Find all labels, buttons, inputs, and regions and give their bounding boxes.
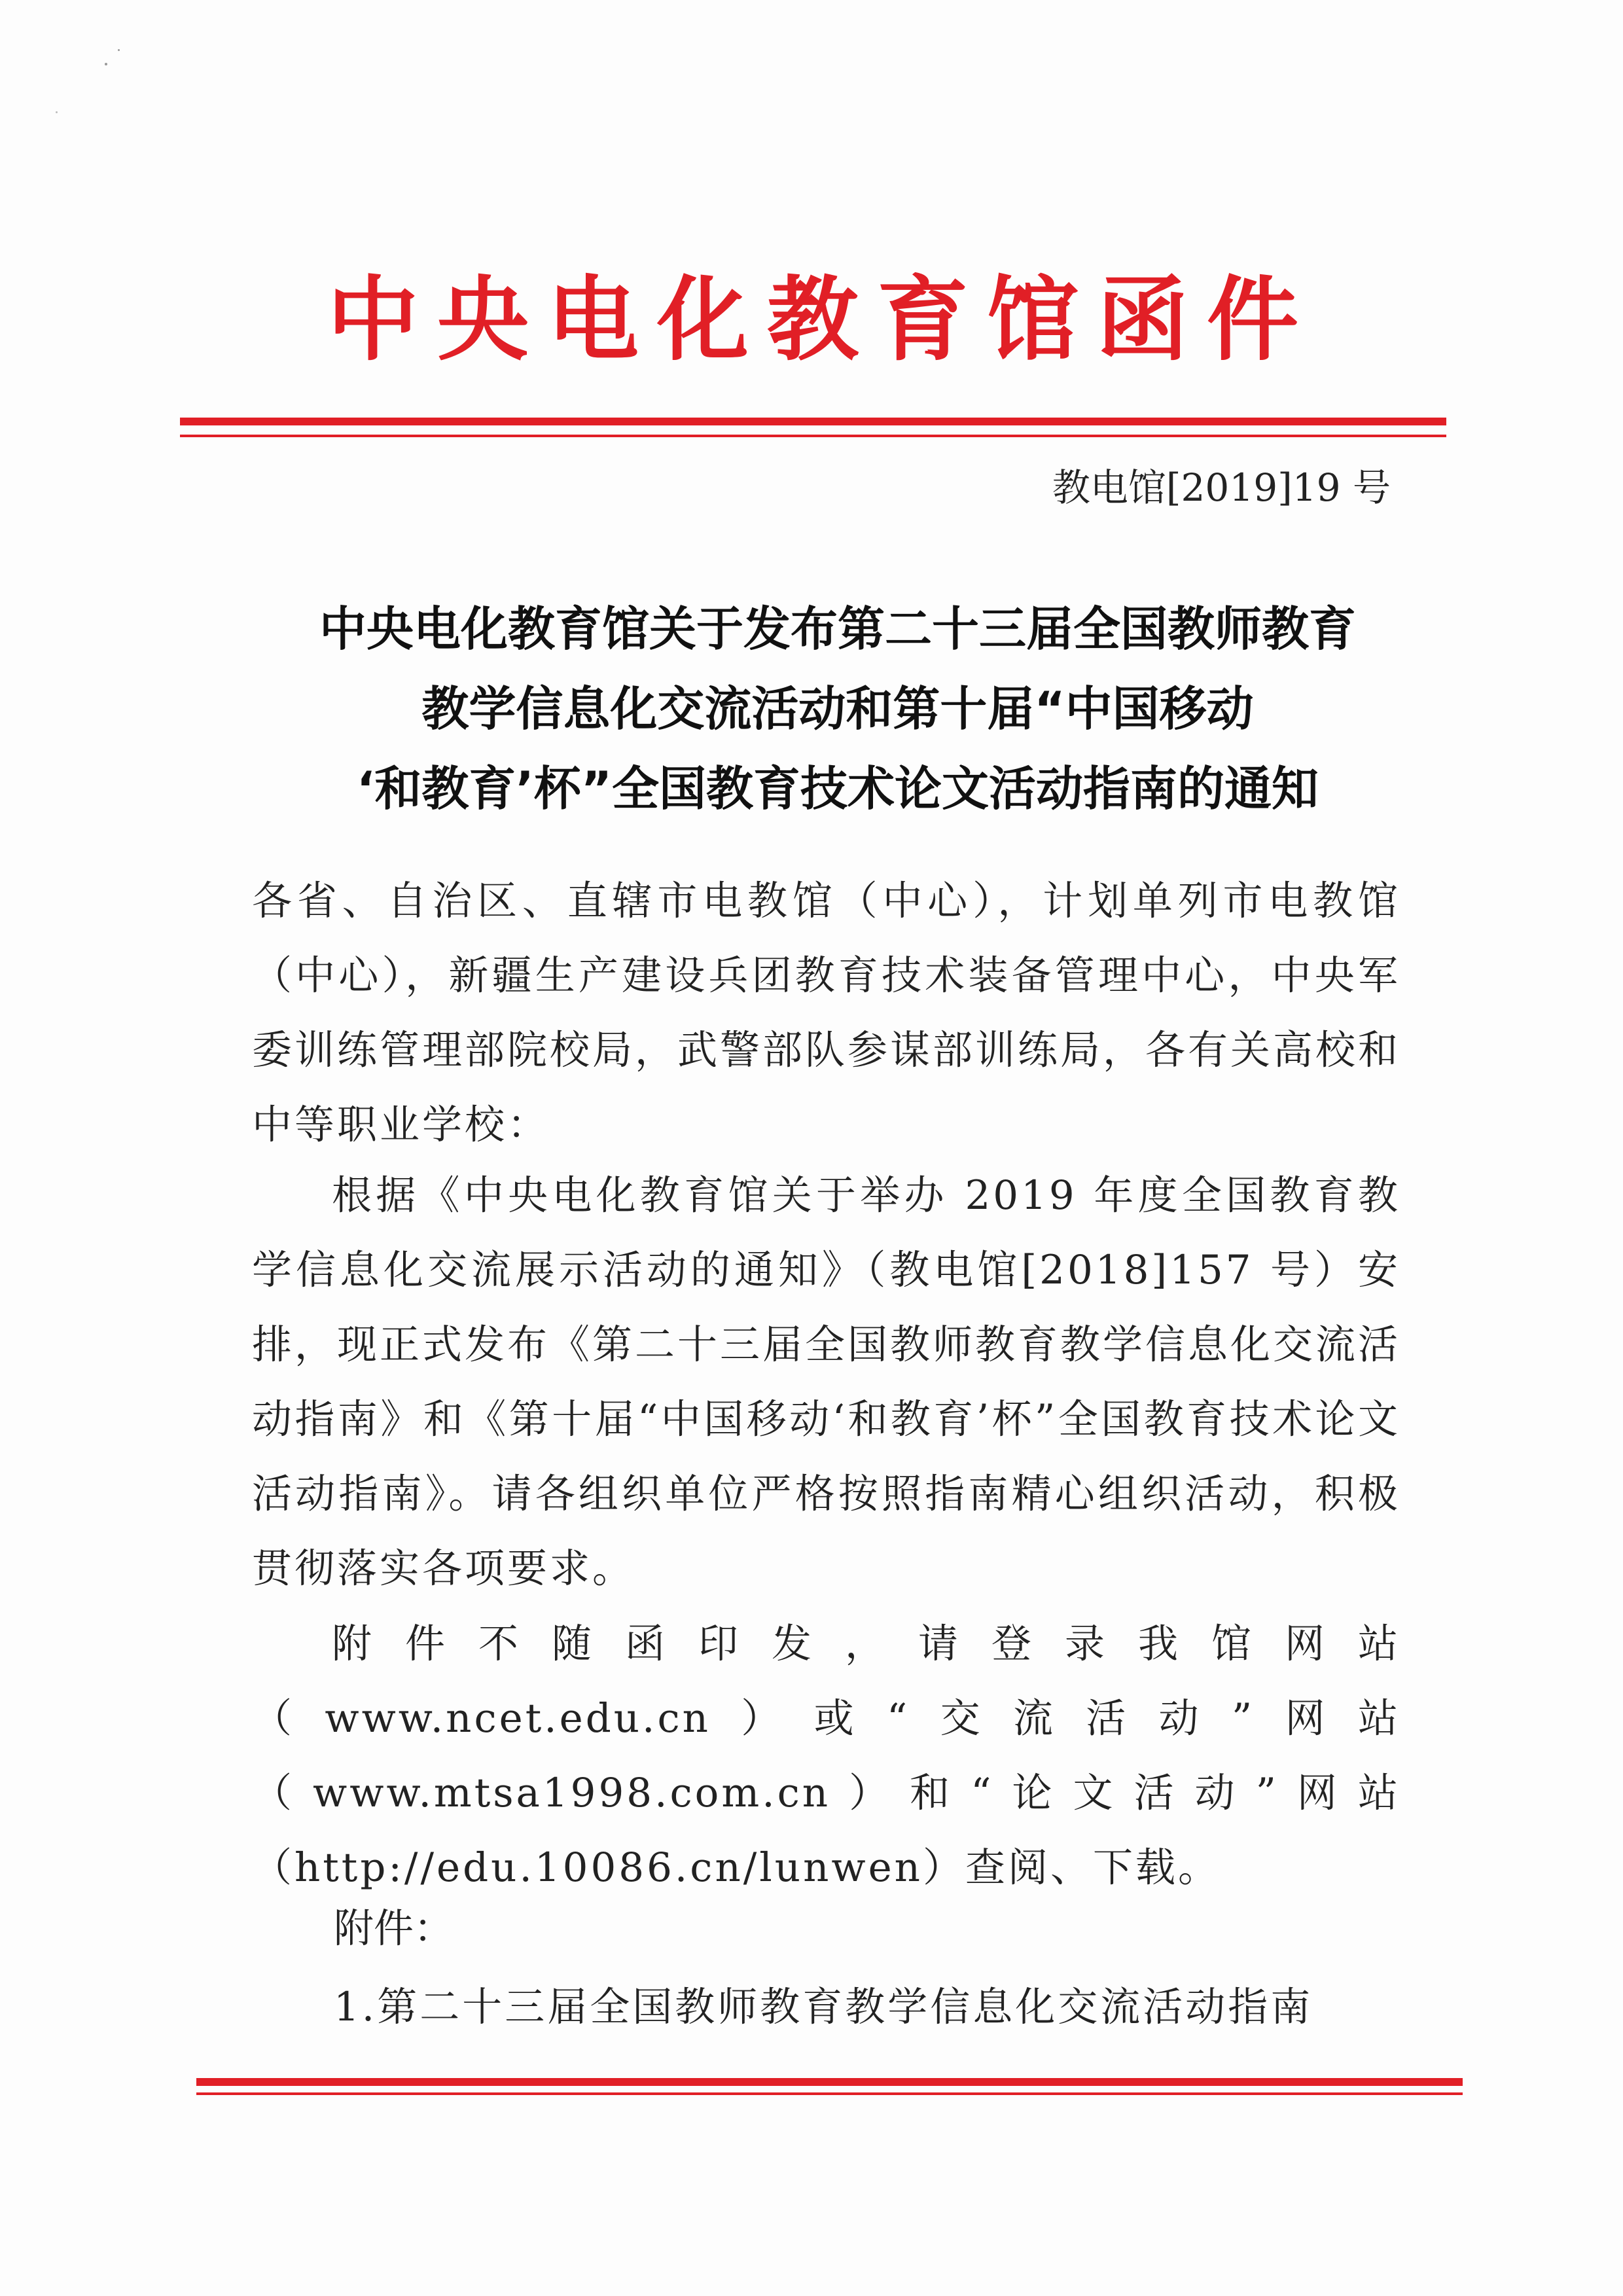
scan-speck xyxy=(118,49,120,51)
document-number: 教电馆[2019]19 号 xyxy=(1052,465,1391,510)
notice-title-line-3: ‘和教育’杯”全国教育技术论文活动指南的通知 xyxy=(356,761,1319,816)
letterhead-rule-thin xyxy=(180,435,1446,437)
addressees: 各省、自治区、直辖市电教馆（中心），计划单列市电教馆（中心），新疆生产建设兵团教育技术装备管理中心，中央军委训练管理部院校局，武警部队参谋部训练局，各有关高校和中等职业学校： xyxy=(252,878,1401,1148)
notice-title xyxy=(249,589,1427,829)
footer-rule-thin xyxy=(196,2092,1463,2095)
body-paragraph-2: 附件不随函印发，请登录我馆网站（www.ncet.edu.cn）或“交流活动”网站（www.mtsa1998.com.cn）和“论文活动”网站（http://edu.10086.cn/lunwen）查阅、下载。 xyxy=(252,1621,1400,1891)
scan-speck xyxy=(105,63,107,65)
footer-rule-thick xyxy=(196,2078,1463,2086)
attachments-label: 附件： xyxy=(334,1905,454,1952)
notice-title-line-1: 中央电化教育馆关于发布第二十三届全国教师教育 xyxy=(319,601,1356,656)
attachment-item-1: 1.第二十三届全国教师教育教学信息化交流活动指南 xyxy=(334,1984,1313,2030)
scan-speck xyxy=(56,111,58,113)
letterhead-title: 中央电化教育馆函件 xyxy=(327,267,1317,374)
letterhead-rule-thick xyxy=(180,418,1446,425)
notice-title-line-2: 教学信息化交流活动和第十届“中国移动 xyxy=(421,681,1254,736)
body-paragraph-1: 根据《中央电化教育馆关于举办 2019 年度全国教育教学信息化交流展示活动的通知》（教电馆[2018]157 号）安排，现正式发布《第二十三届全国教师教育教学信息化交流活动指南》和《第十届“中国移动‘和教育’杯”全国教育技术论文活动指南》。请各组织单位严格按照指南精心组织活动，积极贯彻落实各项要求。 xyxy=(252,1172,1401,1592)
